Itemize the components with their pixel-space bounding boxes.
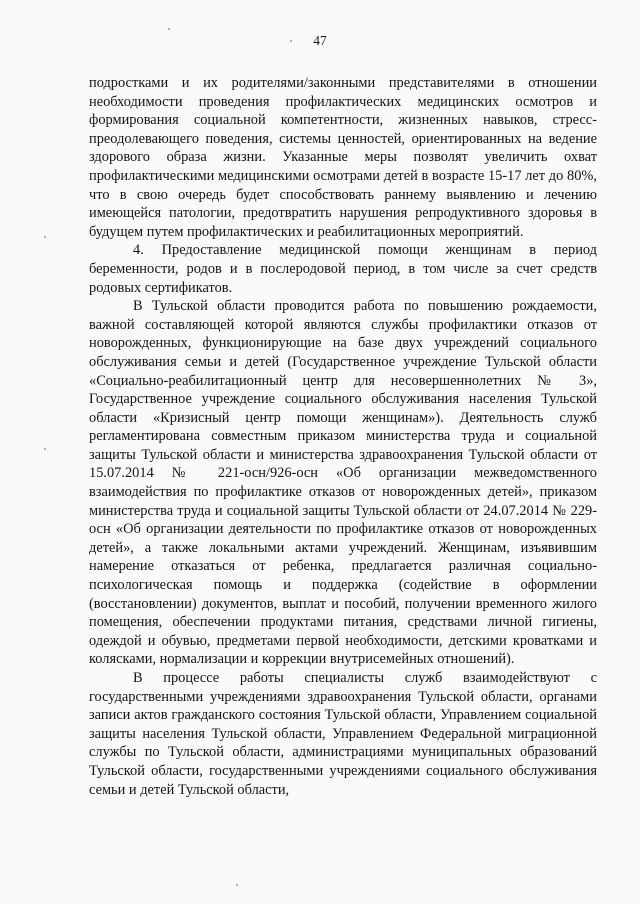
- paragraph-interaction: В процессе работы специалисты служб взаимодействуют с государственными учреждениями здравоохранения Тульской области, органами записи актов гражданского состояния Тульской области, Управлением социальной защиты населения Тульской области, Управлением Федеральной миграционной службы по Тульской области, администрациями муниципальных образований Тульской области, государственными учреждениями социального обслуживания семьи и детей Тульской области,: [89, 670, 597, 798]
- scan-speck: [290, 40, 292, 42]
- paragraph-item-4-heading: 4. Предоставление медицинской помощи женщинам в период беременности, родов и в послеродовой период, в том числе за счет средств родовых сертификатов.: [89, 242, 597, 296]
- document-body: [89, 74, 597, 799]
- scan-speck: [236, 884, 238, 886]
- paragraph-birthrate-services: В Тульской области проводится работа по повышению рождаемости, важной составляющей которой являются службы профилактики отказов от новорожденных, функционирующие на базе двух учреждений социального обслуживания семьи и детей (Государственное учреждение Тульской области «Социально-реабилитационный центр для несовершеннолетних № 3», Государственное учреждение социального обслуживания населения Тульской области «Кризисный центр помощи женщинам»). Деятельность служб регламентирована совместным приказом министерства труда и социальной защиты Тульской области и министерства здравоохранения Тульской области от 15.07.2014 № 221-осн/926-осн «Об организации межведомственного взаимодействия по профилактике отказов от новорожденных детей», приказом министерства труда и социальной защиты Тульской области от 24.07.2014 № 229-осн «Об организации деятельности по профилактике отказов от новорожденных детей», а также локальными актами учреждений. Женщинам, изъявившим намерение отказаться от ребенка, предлагается различная социально-психологическая помощь и поддержка (содействие в оформлении (восстановлении) документов, выплат и пособий, получении временного жилого помещения, обеспечении продуктами питания, средствами личной гигиены, одеждой и обувью, предметами первой необходимости, детскими кроватками и колясками, нормализации и коррекции внутрисемейных отношений).: [89, 298, 597, 668]
- page-number: 47: [313, 33, 327, 48]
- paragraph-continuation: подростками и их родителями/законными представителями в отношении необходимости проведения профилактических медицинских осмотров и формирования социальной компетентности, жизненных навыков, стресс-преодолевающего поведения, системы ценностей, ориентированных на ведение здорового образа жизни. Указанные меры позволят увеличить охват профилактическими медицинскими осмотрами детей в возрасте 15-17 лет до 80%, что в свою очередь будет способствовать раннему выявлению и лечению имеющейся патологии, предотвратить нарушения репродуктивного здоровья в будущем путем профилактических и реабилитационных мероприятий.: [89, 75, 597, 240]
- scan-speck: [44, 236, 46, 238]
- scan-speck: [44, 448, 46, 450]
- scan-speck: [168, 28, 170, 30]
